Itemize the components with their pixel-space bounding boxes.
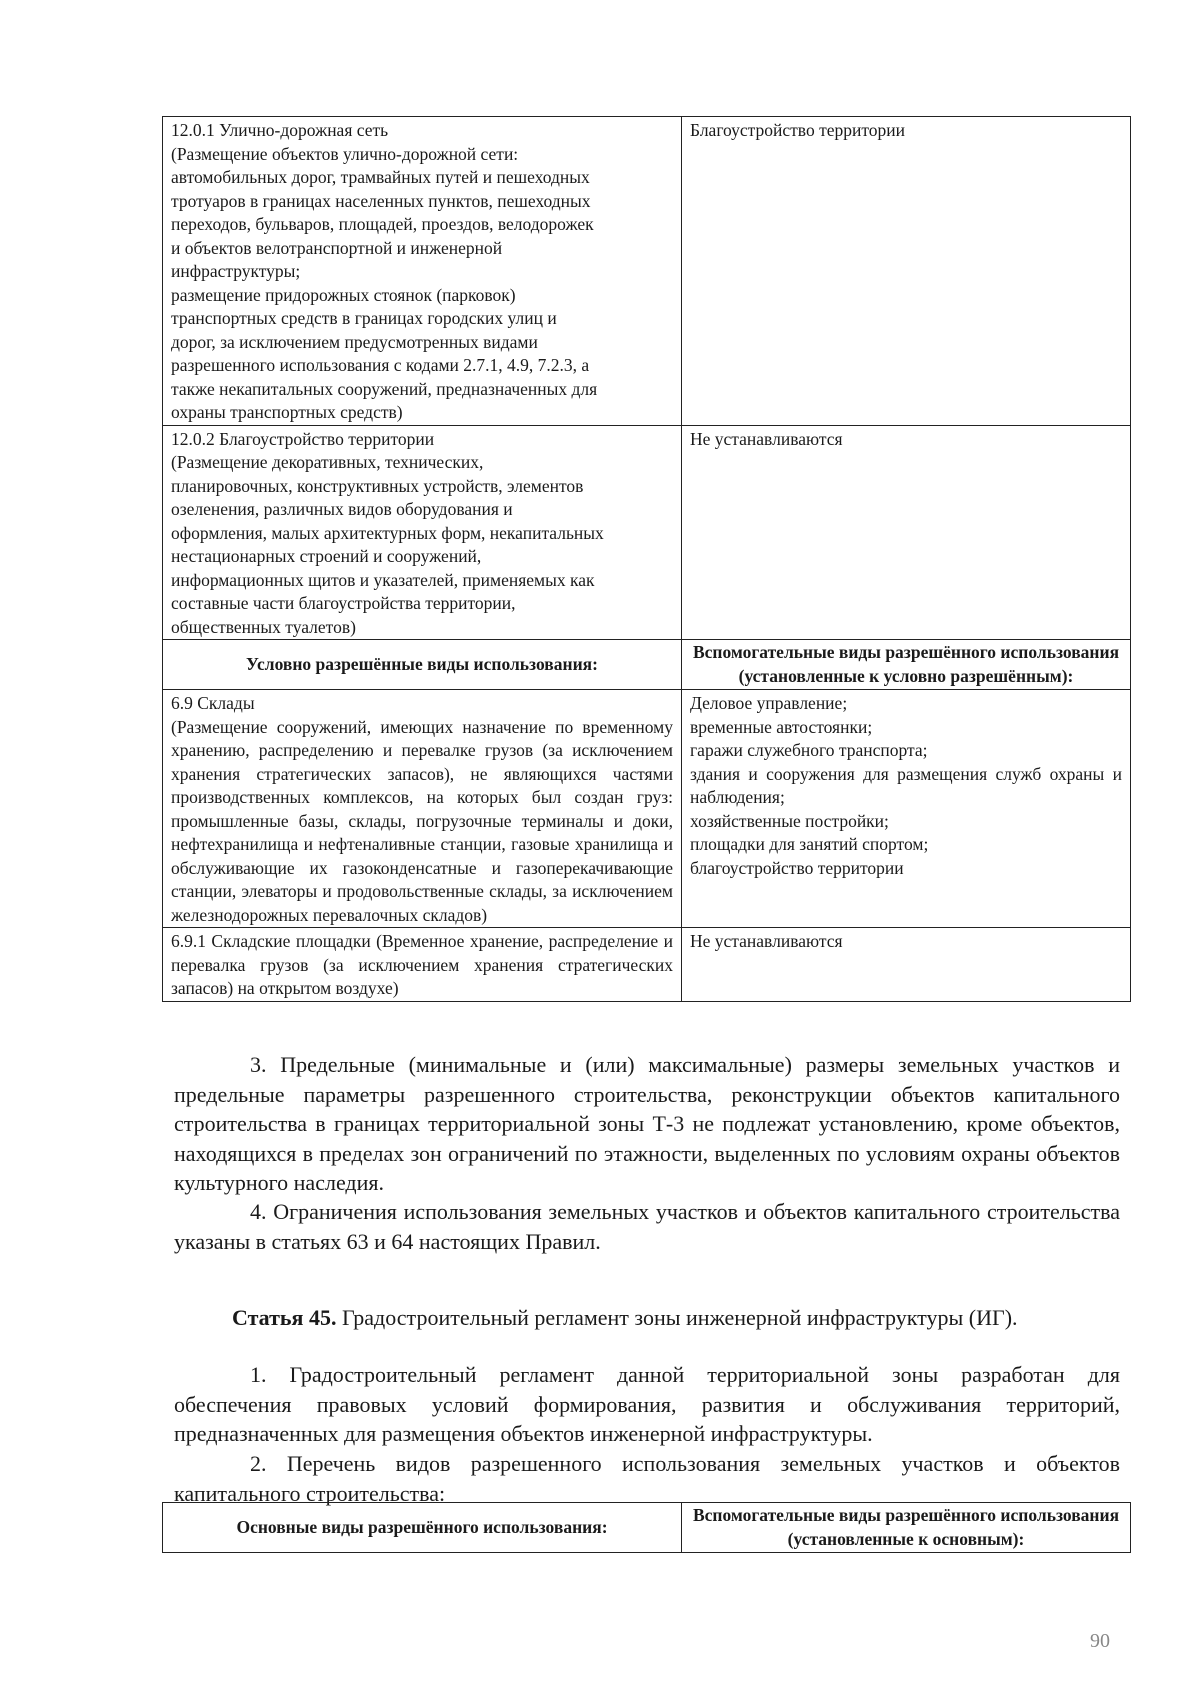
paragraph-3: 3. Предельные (минимальные и (или) максимальные) размеры земельных участков и предельные параметры разрешенного строительства, реконструкции объектов капитального строительства в границах территориальной зоны Т-3 не подлежат установлению, кроме объектов, находящихся в пределах зон ограничений по этажности, выделенных по условиям охраны объектов культурного наследия.	[174, 1052, 1120, 1195]
text-line: (Размещение декоративных, технических,	[171, 452, 484, 472]
text-line: охраны транспортных средств)	[171, 402, 403, 422]
text-line: инфраструктуры;	[171, 261, 301, 281]
table-header-row	[163, 1503, 1131, 1553]
text-line: переходов, бульваров, площадей, проездов, велодорожек	[171, 214, 594, 234]
table-cell-auxiliary: Благоустройство территории	[682, 117, 1131, 426]
article-heading	[232, 1303, 1018, 1332]
table-header-auxiliary: Вспомогательные виды разрешённого использования (установленные к основным):	[682, 1503, 1131, 1553]
text-line: составные части благоустройства территории,	[171, 593, 516, 613]
page-number: 90	[1090, 1630, 1110, 1652]
text-line: общественных туалетов)	[171, 616, 356, 637]
table-row	[163, 425, 1131, 640]
paragraph-article-2: 2. Перечень видов разрешенного использования земельных участков и объектов капитального строительства:	[174, 1451, 1120, 1506]
article-number: Статья 45.	[232, 1305, 337, 1330]
text-line: размещение придорожных стоянок (парковок)	[171, 284, 516, 305]
text-line: разрешенного использования с кодами 2.7.1, 4.9, 7.2.3, а	[171, 355, 590, 375]
list-item: Деловое управление;	[690, 693, 848, 713]
text-line: также некапитальных сооружений, предназначенных для	[171, 378, 598, 399]
permitted-uses-table	[162, 116, 1131, 1002]
text-line: тротуаров в границах населенных пунктов, пешеходных	[171, 190, 591, 211]
table-row	[163, 117, 1131, 426]
text-line: нестационарных строений и сооружений,	[171, 546, 482, 566]
engineering-uses-table	[162, 1502, 1131, 1553]
list-item: площадки для занятий спортом;	[690, 834, 929, 854]
table-cell-12-0-1	[163, 117, 682, 426]
article-title: Градостроительный регламент зоны инженерной инфраструктуры (ИГ).	[336, 1305, 1018, 1330]
text-line: озеленения, различных видов оборудования и	[171, 499, 513, 519]
cell-title: 6.9 Склады	[171, 693, 255, 713]
text-line: планировочных, конструктивных устройств, элементов	[171, 475, 584, 496]
table-cell-6-9-1: 6.9.1 Складские площадки (Временное хранение, распределение и перевалка грузов (за исключением хранения стратегических запасов) на открытом воздухе)	[163, 928, 682, 1002]
text-line: информационных щитов и указателей, применяемых как	[171, 569, 595, 590]
list-item: благоустройство территории	[690, 857, 904, 878]
paragraph-article-1: 1. Градостроительный регламент данной территориальной зоны разработан для обеспечения правовых условий формирования, развития и обслуживания территорий, предназначенных для размещения объектов инженерной инфраструктуры.	[174, 1362, 1120, 1446]
table-row	[163, 928, 1131, 1002]
list-item: здания и сооружения для размещения служб охраны и наблюдения;	[690, 763, 1122, 807]
table-header-main: Основные виды разрешённого использования:	[163, 1503, 682, 1553]
table-cell-auxiliary: Не устанавливаются	[682, 425, 1131, 640]
table-header-row	[163, 640, 1131, 690]
table-cell-12-0-2	[163, 425, 682, 640]
list-item: хозяйственные постройки;	[690, 810, 889, 831]
paragraph-4: 4. Ограничения использования земельных участков и объектов капитального строительства указаны в статьях 63 и 64 настоящих Правил.	[174, 1199, 1120, 1254]
table-header-conditional: Условно разрешённые виды использования:	[163, 640, 682, 690]
list-item: гаражи служебного транспорта;	[690, 740, 928, 760]
table-cell-auxiliary: Не устанавливаются	[682, 928, 1131, 1002]
cell-description: (Размещение сооружений, имеющих назначение по временному хранению, распределению и перевалке грузов (за исключением хранения стратегических запасов), не являющихся частями производственных комплексов, на которых был создан груз: промышленные базы, склады, погрузочные терминалы и доки, нефтехранилища и нефтеналивные станции, газовые хранилища и обслуживающие их газоконденсатные и газоперекачивающие станции, элеваторы и продовольственные склады, за исключением железнодорожных перевалочных складов)	[171, 716, 673, 925]
table-cell-auxiliary-list	[682, 690, 1131, 928]
text-line: и объектов велотранспортной и инженерной	[171, 237, 503, 258]
table-header-auxiliary: Вспомогательные виды разрешённого использования (установленные к условно разрешённым):	[682, 640, 1131, 690]
text-line: транспортных средств в границах городских улиц и	[171, 308, 557, 328]
text-line: автомобильных дорог, трамвайных путей и пешеходных	[171, 167, 590, 187]
text-line: (Размещение объектов улично-дорожной сети:	[171, 143, 519, 164]
text-line: 12.0.2 Благоустройство территории	[171, 428, 435, 449]
table-cell-6-9	[163, 690, 682, 928]
list-item: временные автостоянки;	[690, 716, 873, 737]
text-line: 12.0.1 Улично-дорожная сеть	[171, 120, 389, 140]
text-line: оформления, малых архитектурных форм, некапитальных	[171, 522, 604, 543]
text-line: дорог, за исключением предусмотренных видами	[171, 331, 538, 352]
table-row	[163, 690, 1131, 928]
